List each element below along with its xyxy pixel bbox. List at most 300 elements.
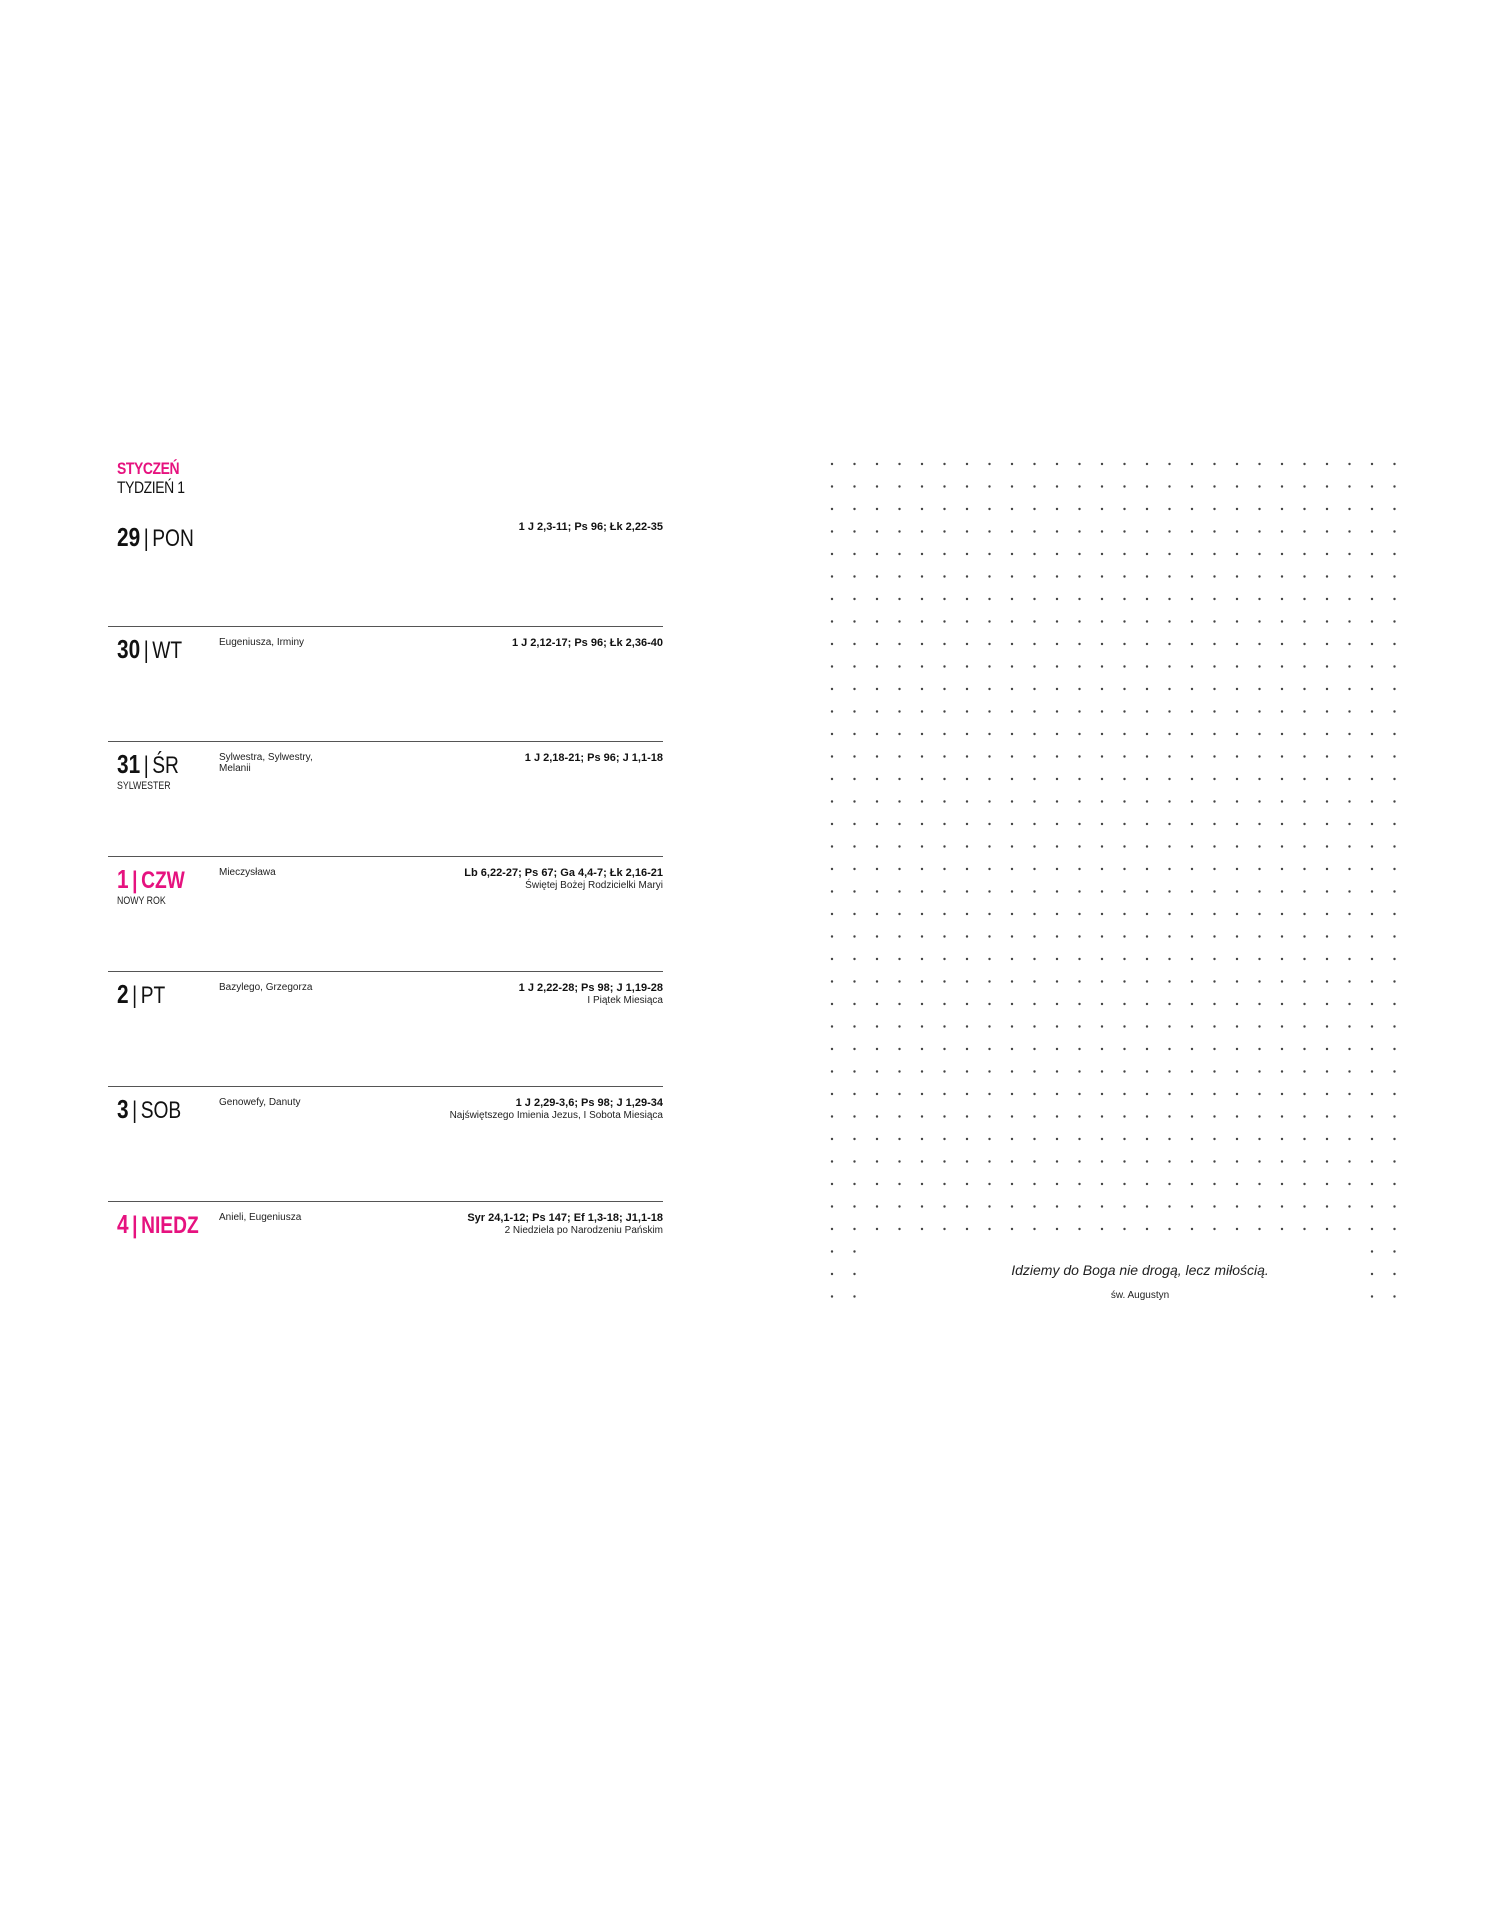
grid-dot [1213, 935, 1215, 937]
grid-dot [1168, 688, 1170, 690]
grid-dot [1168, 890, 1170, 892]
grid-dot [1258, 778, 1260, 780]
grid-dot [853, 1070, 855, 1072]
grid-dot [1213, 485, 1215, 487]
grid-dot [1056, 733, 1058, 735]
grid-dot [988, 1115, 990, 1117]
grid-dot [1123, 733, 1125, 735]
grid-dot [1101, 1205, 1103, 1207]
grid-dot [1213, 575, 1215, 577]
grid-dot [876, 980, 878, 982]
grid-dot [1281, 1048, 1283, 1050]
grid-dot [1281, 733, 1283, 735]
grid-dot [1393, 1093, 1395, 1095]
grid-dot [898, 665, 900, 667]
grid-dot [1281, 575, 1283, 577]
grid-dot [1033, 1138, 1035, 1140]
grid-dot [853, 913, 855, 915]
grid-dot [876, 935, 878, 937]
grid-dot [1168, 800, 1170, 802]
grid-dot [853, 868, 855, 870]
grid-dot [1393, 1115, 1395, 1117]
grid-dot [1371, 620, 1373, 622]
grid-dot [943, 1048, 945, 1050]
grid-dot [1123, 530, 1125, 532]
grid-dot [1326, 643, 1328, 645]
grid-dot [1371, 1250, 1373, 1252]
weekday-name: SOB [140, 1097, 182, 1124]
grid-dot [943, 620, 945, 622]
grid-dot [1348, 463, 1350, 465]
grid-dot [1056, 553, 1058, 555]
grid-dot [921, 1025, 923, 1027]
grid-dot [1236, 1115, 1238, 1117]
grid-dot [1123, 913, 1125, 915]
grid-dot [853, 1228, 855, 1230]
grid-dot [1236, 508, 1238, 510]
grid-dot [1101, 598, 1103, 600]
grid-dot [1101, 980, 1103, 982]
grid-dot [1326, 1048, 1328, 1050]
grid-dot [988, 1205, 990, 1207]
grid-dot [1236, 958, 1238, 960]
name-days: Genowefy, Danuty [219, 1097, 301, 1108]
grid-dot [1168, 643, 1170, 645]
grid-dot [943, 485, 945, 487]
grid-dot [1123, 845, 1125, 847]
grid-dot [1078, 733, 1080, 735]
grid-dot [1371, 800, 1373, 802]
grid-dot [966, 688, 968, 690]
grid-dot [1236, 980, 1238, 982]
grid-dot [898, 733, 900, 735]
grid-dot [1146, 710, 1148, 712]
grid-dot [1371, 665, 1373, 667]
grid-dot [1146, 800, 1148, 802]
grid-dot [1146, 1048, 1148, 1050]
grid-dot [1123, 1003, 1125, 1005]
grid-dot [1101, 845, 1103, 847]
grid-dot [921, 868, 923, 870]
grid-dot [1281, 868, 1283, 870]
grid-dot [1078, 463, 1080, 465]
grid-dot [1056, 913, 1058, 915]
grid-dot [1236, 463, 1238, 465]
grid-dot [1236, 755, 1238, 757]
grid-dot [1326, 508, 1328, 510]
grid-dot [1393, 575, 1395, 577]
grid-dot [1078, 1025, 1080, 1027]
grid-dot [1393, 980, 1395, 982]
grid-dot [1146, 913, 1148, 915]
day-separator: | [143, 637, 149, 664]
grid-dot [831, 935, 833, 937]
grid-dot [1168, 755, 1170, 757]
grid-dot [1393, 778, 1395, 780]
grid-dot [1101, 868, 1103, 870]
grid-dot [1236, 688, 1238, 690]
grid-dot [876, 868, 878, 870]
grid-dot [1146, 1025, 1148, 1027]
grid-dot [1191, 1025, 1193, 1027]
grid-dot [1101, 553, 1103, 555]
day-readings: Lb 6,22-27; Ps 67; Ga 4,4-7; Łk 2,16-21 [464, 867, 663, 879]
grid-dot [1168, 1228, 1170, 1230]
grid-dot [1146, 890, 1148, 892]
grid-dot [1326, 755, 1328, 757]
grid-dot [1371, 553, 1373, 555]
grid-dot [853, 643, 855, 645]
grid-dot [1033, 485, 1035, 487]
grid-dot [1258, 643, 1260, 645]
grid-dot [1056, 530, 1058, 532]
grid-dot [1258, 1025, 1260, 1027]
grid-dot [943, 1183, 945, 1185]
grid-dot [853, 1273, 855, 1275]
grid-dot [1146, 778, 1148, 780]
grid-dot [1123, 575, 1125, 577]
grid-dot [1011, 1048, 1013, 1050]
grid-dot [1303, 755, 1305, 757]
grid-dot [1348, 485, 1350, 487]
grid-dot [1146, 643, 1148, 645]
grid-dot [966, 643, 968, 645]
grid-dot [1191, 958, 1193, 960]
grid-dot [988, 778, 990, 780]
quote-text: Idziemy do Boga nie drogą, lecz miłością. [1011, 1262, 1269, 1278]
grid-dot [853, 530, 855, 532]
grid-dot [1326, 598, 1328, 600]
grid-dot [1281, 800, 1283, 802]
grid-dot [1326, 1183, 1328, 1185]
grid-dot [1123, 1228, 1125, 1230]
grid-dot [1078, 598, 1080, 600]
grid-dot [1303, 868, 1305, 870]
day-row [108, 515, 663, 630]
grid-dot [1078, 980, 1080, 982]
grid-dot [831, 1115, 833, 1117]
grid-dot [966, 530, 968, 532]
grid-dot [988, 890, 990, 892]
grid-dot [943, 1003, 945, 1005]
grid-dot [1371, 1138, 1373, 1140]
grid-dot [921, 508, 923, 510]
grid-dot [1123, 980, 1125, 982]
grid-dot [853, 823, 855, 825]
grid-dot [1258, 913, 1260, 915]
grid-dot [1258, 710, 1260, 712]
grid-dot [943, 913, 945, 915]
grid-dot [876, 598, 878, 600]
grid-dot [1078, 958, 1080, 960]
grid-dot [1281, 845, 1283, 847]
grid-dot [1213, 1115, 1215, 1117]
grid-dot [1123, 643, 1125, 645]
grid-dot [1146, 1070, 1148, 1072]
grid-dot [1348, 1048, 1350, 1050]
grid-dot [1191, 1205, 1193, 1207]
grid-dot [966, 1228, 968, 1230]
grid-dot [853, 688, 855, 690]
grid-dot [1348, 755, 1350, 757]
grid-dot [1258, 508, 1260, 510]
grid-dot [1348, 1025, 1350, 1027]
grid-dot [1303, 643, 1305, 645]
grid-dot [898, 1228, 900, 1230]
grid-dot [1146, 620, 1148, 622]
grid-dot [1348, 778, 1350, 780]
grid-dot [1371, 890, 1373, 892]
grid-dot [1101, 688, 1103, 690]
grid-dot [1281, 1003, 1283, 1005]
grid-dot [988, 620, 990, 622]
grid-dot [898, 1025, 900, 1027]
grid-dot [921, 958, 923, 960]
grid-dot [876, 1003, 878, 1005]
grid-dot [1123, 1115, 1125, 1117]
grid-dot [1326, 1205, 1328, 1207]
grid-dot [1213, 530, 1215, 532]
grid-dot [1348, 935, 1350, 937]
grid-dot [1213, 890, 1215, 892]
grid-dot [1258, 620, 1260, 622]
grid-dot [1056, 800, 1058, 802]
grid-dot [1146, 823, 1148, 825]
grid-dot [876, 823, 878, 825]
grid-dot [1348, 1070, 1350, 1072]
grid-dot [876, 485, 878, 487]
grid-dot [921, 620, 923, 622]
grid-dot [1393, 890, 1395, 892]
grid-dot [1371, 980, 1373, 982]
grid-dot [1078, 508, 1080, 510]
grid-dot [1393, 710, 1395, 712]
grid-dot [1371, 1093, 1373, 1095]
grid-dot [1236, 823, 1238, 825]
grid-dot [1146, 1228, 1148, 1230]
grid-dot [943, 733, 945, 735]
grid-dot [1191, 530, 1193, 532]
grid-dot [1371, 913, 1373, 915]
grid-dot [1371, 845, 1373, 847]
grid-dot [943, 1025, 945, 1027]
grid-dot [966, 485, 968, 487]
grid-dot [1213, 665, 1215, 667]
grid-dot [1056, 958, 1058, 960]
day-readings: Syr 24,1-12; Ps 147; Ef 1,3-18; J1,1-18 [467, 1212, 663, 1224]
grid-dot [1033, 913, 1035, 915]
grid-dot [1011, 710, 1013, 712]
grid-dot [1191, 508, 1193, 510]
grid-dot [831, 733, 833, 735]
grid-dot [943, 1070, 945, 1072]
grid-dot [1011, 508, 1013, 510]
grid-dot [831, 1025, 833, 1027]
grid-dot [1078, 800, 1080, 802]
grid-dot [943, 980, 945, 982]
grid-dot [1123, 688, 1125, 690]
grid-dot [1213, 845, 1215, 847]
grid-dot [966, 620, 968, 622]
grid-dot [1123, 1025, 1125, 1027]
grid-dot [1101, 1070, 1103, 1072]
grid-dot [1348, 620, 1350, 622]
grid-dot [1213, 1093, 1215, 1095]
grid-dot [1123, 1183, 1125, 1185]
grid-dot [1011, 620, 1013, 622]
grid-dot [1236, 845, 1238, 847]
grid-dot [943, 845, 945, 847]
grid-dot [966, 1070, 968, 1072]
grid-dot [853, 710, 855, 712]
grid-dot [1348, 1115, 1350, 1117]
grid-dot [1281, 620, 1283, 622]
grid-dot [1191, 913, 1193, 915]
grid-dot [1078, 1070, 1080, 1072]
grid-dot [1236, 598, 1238, 600]
grid-dot [1236, 913, 1238, 915]
grid-dot [1123, 890, 1125, 892]
grid-dot [1033, 778, 1035, 780]
grid-dot [1213, 1160, 1215, 1162]
grid-dot [1303, 598, 1305, 600]
grid-dot [898, 710, 900, 712]
grid-dot [1056, 1205, 1058, 1207]
grid-dot [1033, 598, 1035, 600]
grid-dot [1146, 575, 1148, 577]
grid-dot [1078, 553, 1080, 555]
grid-dot [1303, 688, 1305, 690]
grid-dot [943, 1228, 945, 1230]
grid-dot [1393, 868, 1395, 870]
grid-dot [898, 1183, 900, 1185]
grid-dot [966, 845, 968, 847]
grid-dot [1078, 890, 1080, 892]
grid-dot [1033, 800, 1035, 802]
grid-dot [1303, 553, 1305, 555]
grid-dot [1011, 800, 1013, 802]
grid-dot [1011, 1115, 1013, 1117]
grid-dot [1033, 1183, 1035, 1185]
grid-dot [1303, 463, 1305, 465]
grid-dot [1393, 598, 1395, 600]
name-days: Mieczysława [219, 867, 276, 878]
grid-dot [1258, 890, 1260, 892]
grid-dot [876, 1070, 878, 1072]
grid-dot [921, 598, 923, 600]
grid-dot [921, 800, 923, 802]
grid-dot [1168, 1138, 1170, 1140]
grid-dot [831, 485, 833, 487]
grid-dot [1123, 958, 1125, 960]
grid-dot [1326, 1025, 1328, 1027]
grid-dot [1191, 553, 1193, 555]
grid-dot [988, 845, 990, 847]
grid-dot [1123, 620, 1125, 622]
grid-dot [1078, 710, 1080, 712]
grid-dot [831, 890, 833, 892]
grid-dot [1011, 733, 1013, 735]
grid-dot [1371, 823, 1373, 825]
grid-dot [1371, 1003, 1373, 1005]
grid-dot [831, 688, 833, 690]
grid-dot [943, 710, 945, 712]
grid-dot [1326, 1115, 1328, 1117]
grid-dot [966, 1115, 968, 1117]
grid-dot [1101, 485, 1103, 487]
grid-dot [1078, 530, 1080, 532]
grid-dot [1101, 1048, 1103, 1050]
grid-dot [1236, 1025, 1238, 1027]
grid-dot [1258, 1115, 1260, 1117]
day-row [108, 1201, 663, 1317]
grid-dot [898, 755, 900, 757]
grid-dot [1168, 485, 1170, 487]
grid-dot [1326, 530, 1328, 532]
grid-dot [853, 508, 855, 510]
grid-dot [943, 665, 945, 667]
weekday-name: PON [152, 525, 194, 552]
grid-dot [921, 1160, 923, 1162]
grid-dot [853, 463, 855, 465]
grid-dot [853, 1295, 855, 1297]
grid-dot [1281, 643, 1283, 645]
grid-dot [1123, 1138, 1125, 1140]
grid-dot [988, 1003, 990, 1005]
day-number: 30 [117, 634, 141, 664]
grid-dot [1191, 980, 1193, 982]
grid-dot [1258, 823, 1260, 825]
grid-dot [1033, 620, 1035, 622]
grid-dot [943, 463, 945, 465]
grid-dot [1258, 935, 1260, 937]
grid-dot [876, 530, 878, 532]
grid-dot [1056, 1228, 1058, 1230]
grid-dot [876, 665, 878, 667]
grid-dot [1393, 1138, 1395, 1140]
grid-dot [1168, 508, 1170, 510]
grid-dot [876, 553, 878, 555]
grid-dot [1146, 1205, 1148, 1207]
grid-dot [1348, 598, 1350, 600]
grid-dot [1258, 1183, 1260, 1185]
grid-dot [876, 1228, 878, 1230]
grid-dot [1348, 733, 1350, 735]
grid-dot [1348, 1183, 1350, 1185]
grid-dot [1101, 1093, 1103, 1095]
grid-dot [1168, 1160, 1170, 1162]
grid-dot [1213, 1070, 1215, 1072]
grid-dot [943, 1115, 945, 1117]
grid-dot [898, 890, 900, 892]
grid-dot [943, 643, 945, 645]
grid-dot [1033, 1228, 1035, 1230]
grid-dot [1056, 980, 1058, 982]
grid-dot [898, 1070, 900, 1072]
grid-dot [1258, 530, 1260, 532]
grid-dot [1258, 665, 1260, 667]
grid-dot [853, 778, 855, 780]
grid-dot [1303, 1070, 1305, 1072]
grid-dot [1236, 1093, 1238, 1095]
grid-dot [1348, 890, 1350, 892]
grid-dot [943, 823, 945, 825]
grid-dot [876, 1025, 878, 1027]
day-label [117, 750, 179, 783]
grid-dot [831, 1250, 833, 1252]
grid-dot [921, 553, 923, 555]
grid-dot [853, 755, 855, 757]
